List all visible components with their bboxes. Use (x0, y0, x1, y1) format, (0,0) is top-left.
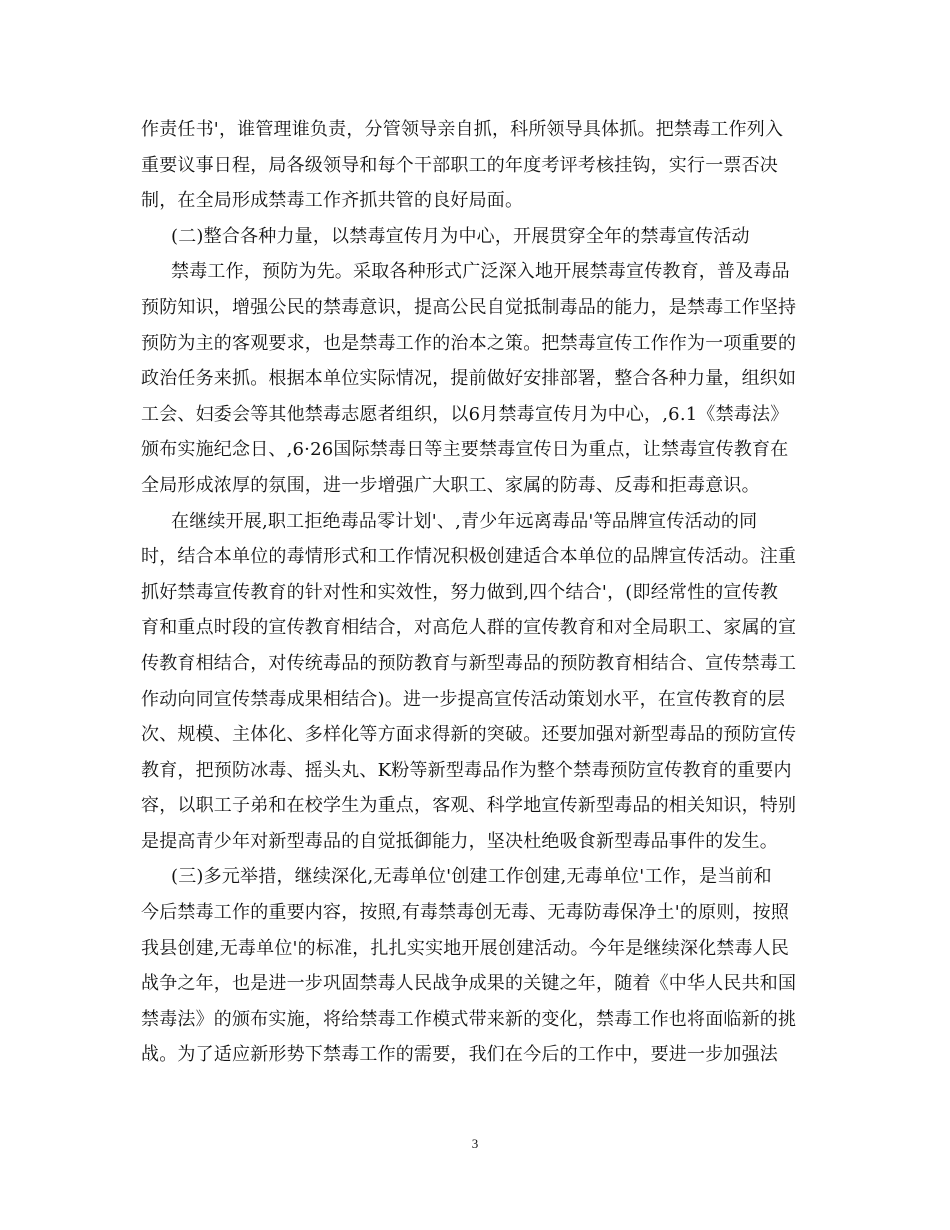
text-line: 在继续开展,职工拒绝毒品零计划'、,青少年远离毒品'等品牌宣传活动的同 (171, 510, 758, 532)
body-text (141, 112, 821, 1073)
text-line: 容，以职工子弟和在校学生为重点，客观、科学地宣传新型毒品的相关知识，特别 (141, 795, 797, 817)
text-line: 抓好禁毒宣传教育的针对性和实效性，努力做到,四个结合'，(即经常性的宣传教 (141, 581, 779, 603)
text-line: 是提高青少年对新型毒品的自觉抵御能力，坚决杜绝吸食新型毒品事件的发生。 (141, 830, 778, 852)
text-line: 我县创建,无毒单位'的标准，扎扎实实地开展创建活动。今年是继续深化禁毒人民 (141, 937, 790, 959)
text-line: 次、规模、主体化、多样化等方面求得新的突破。还要加强对新型毒品的预防宣传 (141, 724, 797, 746)
text-line: 全局形成浓厚的氛围，进一步增强广大职工、家属的防毒、反毒和拒毒意识。 (141, 474, 760, 496)
text-line: 作责任书'，谁管理谁负责，分管领导亲自抓，科所领导具体抓。把禁毒工作列入 (141, 119, 784, 140)
text-line: 颁布实施纪念日、,6·26国际禁毒日等主要禁毒宣传日为重点，让禁毒宣传教育在 (141, 439, 789, 461)
page-number: 3 (471, 1136, 479, 1151)
text-line: 禁毒法》的颁布实施，将给禁毒工作模式带来新的变化，禁毒工作也将面临新的挑 (141, 1008, 797, 1030)
text-line: 预防知识，增强公民的禁毒意识，提高公民自觉抵制毒品的能力，是禁毒工作坚持 (141, 296, 797, 318)
section-heading: (三)多元举措，继续深化,无毒单位'创建工作创建,无毒单位'工作，是当前和 (171, 866, 772, 888)
text-line: 工会、妇委会等其他禁毒志愿者组织，以6月禁毒宣传月为中心，,6.1《禁毒法》 (141, 403, 789, 425)
text-line: 预防为主的客观要求，也是禁毒工作的治本之策。把禁毒宣传工作作为一项重要的 (141, 332, 797, 354)
text-line: 育和重点时段的宣传教育相结合，对高危人群的宣传教育和对全局职工、家属的宣 (141, 617, 797, 639)
text-line: 战争之年，也是进一步巩固禁毒人民战争成果的关键之年，随着《中华人民共和国 (141, 973, 797, 995)
text-line: 时，结合本单位的毒情形式和工作情况积极创建适合本单位的品牌宣传活动。注重 (141, 546, 797, 568)
text-line: 传教育相结合，对传统毒品的预防教育与新型毒品的预防教育相结合、宣传禁毒工 (141, 652, 797, 674)
text-line: 制，在全局形成禁毒工作齐抓共管的良好局面。 (141, 190, 524, 212)
text-line: 政治任务来抓。根据本单位实际情况，提前做好安排部署，整合各种力量，组织如 (141, 368, 797, 390)
text-line: 今后禁毒工作的重要内容，按照,有毒禁毒创无毒、无毒防毒保净土'的原则，按照 (141, 902, 790, 924)
section-heading: (二)整合各种力量，以禁毒宣传月为中心，开展贯穿全年的禁毒宣传活动 (171, 225, 750, 247)
text-line: 禁毒工作，预防为先。采取各种形式广泛深入地开展禁毒宣传教育，普及毒品 (171, 261, 790, 283)
text-line: 重要议事日程，局各级领导和每个干部职工的年度考评考核挂钩，实行一票否决 (141, 154, 778, 176)
text-line: 战。为了适应新形势下禁毒工作的需要，我们在今后的工作中，要进一步加强法 (141, 1044, 778, 1066)
text-line: 教育，把预防冰毒、摇头丸、K粉等新型毒品作为整个禁毒预防宣传教育的重要内 (141, 759, 792, 781)
text-line: 作动向同宣传禁毒成果相结合)。进一步提高宣传活动策划水平，在宣传教育的层 (141, 688, 786, 710)
